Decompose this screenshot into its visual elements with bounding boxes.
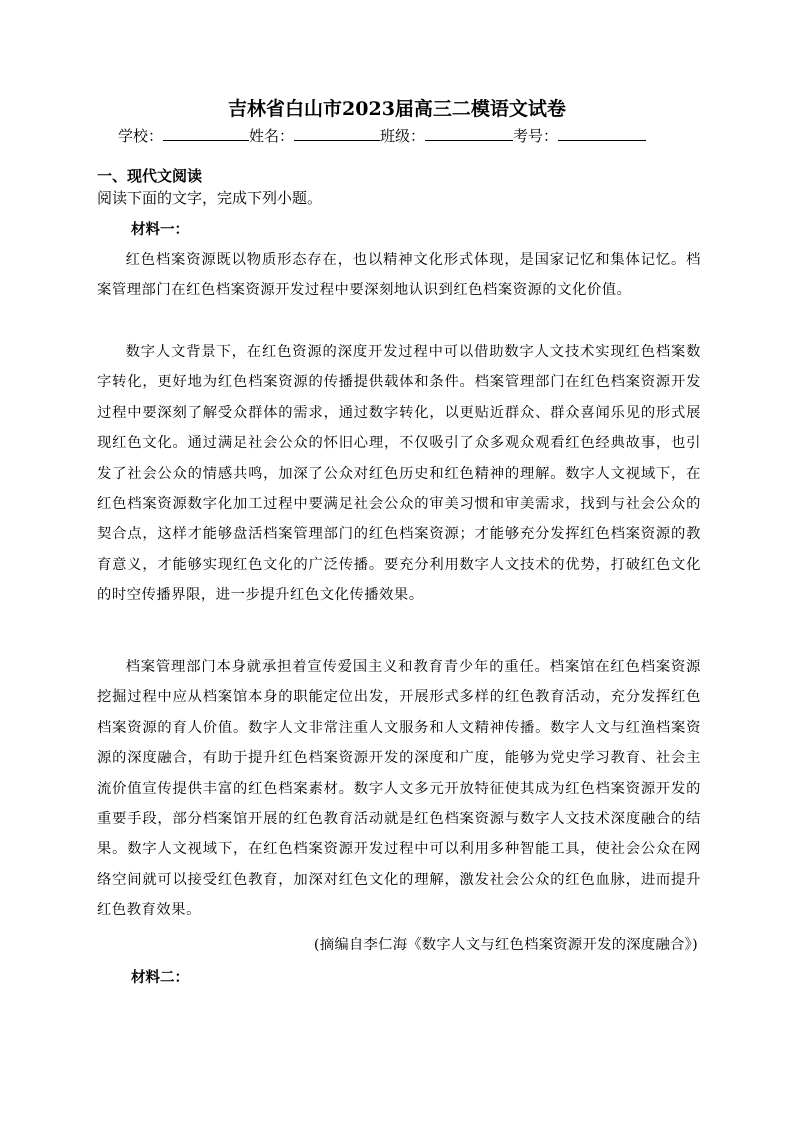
exam-number-label: 考号： xyxy=(513,127,559,145)
student-info-line xyxy=(118,126,688,146)
class-field xyxy=(380,126,513,146)
exam-number-field xyxy=(513,126,646,146)
school-label: 学校： xyxy=(118,127,164,145)
name-field xyxy=(249,126,380,146)
material-one-paragraph-1: 红色档案资源既以物质形态存在，也以精神文化形式体现，是国家记忆和集体记忆。档案管理部门在红色档案资源开发过程中要深刻地认识到红色档案资源的文化价值。 xyxy=(97,252,701,299)
name-blank[interactable] xyxy=(294,126,380,141)
name-label: 姓名： xyxy=(249,127,295,145)
exam-number-blank[interactable] xyxy=(558,126,646,141)
material-two-label: 材料二： xyxy=(131,969,189,986)
exam-title: 吉林省白山市2023届高三二模语文试卷 xyxy=(228,98,566,120)
section-heading: 一、现代文阅读 xyxy=(97,167,203,185)
class-label: 班级： xyxy=(380,127,426,145)
material-one-paragraph-3: 档案管理部门本身就承担着宣传爱国主义和教育青少年的重任。档案馆在红色档案资源挖掘过程中应从档案馆本身的职能定位出发，开展形式多样的红色教育活动，充分发挥红色档案资源的育人价值。数字人文非常注重人文服务和人文精神传播。数字人文与红渔档案资源的深度融合，有助于提升红色档案资源开发的深度和广度，能够为党史学习教育、社会主流价值宣传提供丰富的红色档案素材。数字人文多元开放特征使其成为红色档案资源开发的重要手段，部分档案馆开展的红色教育活动就是红色档案资源与数字人文技术深度融合的结果。数字人文视域下，在红色档案资源开发过程中可以利用多种智能工具，使社会公众在网络空间就可以接受红色教育，加深对红色文化的理解，激发社会公众的红色血脉，进而提升红色教育效果。 xyxy=(97,659,701,919)
school-field xyxy=(118,126,249,146)
section-instruction: 阅读下面的文字，完成下列小题。 xyxy=(97,189,323,207)
school-blank[interactable] xyxy=(163,126,249,141)
material-one-source: (摘编自李仁海《数字人文与红色档案资源开发的深度融合》) xyxy=(313,937,698,953)
material-one-label: 材料一： xyxy=(131,221,189,238)
class-blank[interactable] xyxy=(425,126,513,141)
material-one-paragraph-2: 数字人文背景下，在红色资源的深度开发过程中可以借助数字人文技术实现红色档案数字转化，更好地为红色档案资源的传播提供载体和条件。档案管理部门在红色档案资源开发过程中要深刻了解受众群体的需求，通过数字转化，以更贴近群众、群众喜闻乐见的形式展现红色文化。通过满足社会公众的怀旧心理，不仅吸引了众多观众观看红色经典故事，也引发了社会公众的情感共鸣，加深了公众对红色历史和红色精神的理解。数字人文视域下，在红色档案资源数字化加工过程中要满足社会公众的审美习惯和审美需求，找到与社会公众的契合点，这样才能够盘活档案管理部门的红色档案资源；才能够充分发挥红色档案资源的教育意义，才能够实现红色文化的广泛传播。要充分利用数字人文技术的优势，打破红色文化的时空传播界限，进一步提升红色文化传播效果。 xyxy=(97,344,701,604)
